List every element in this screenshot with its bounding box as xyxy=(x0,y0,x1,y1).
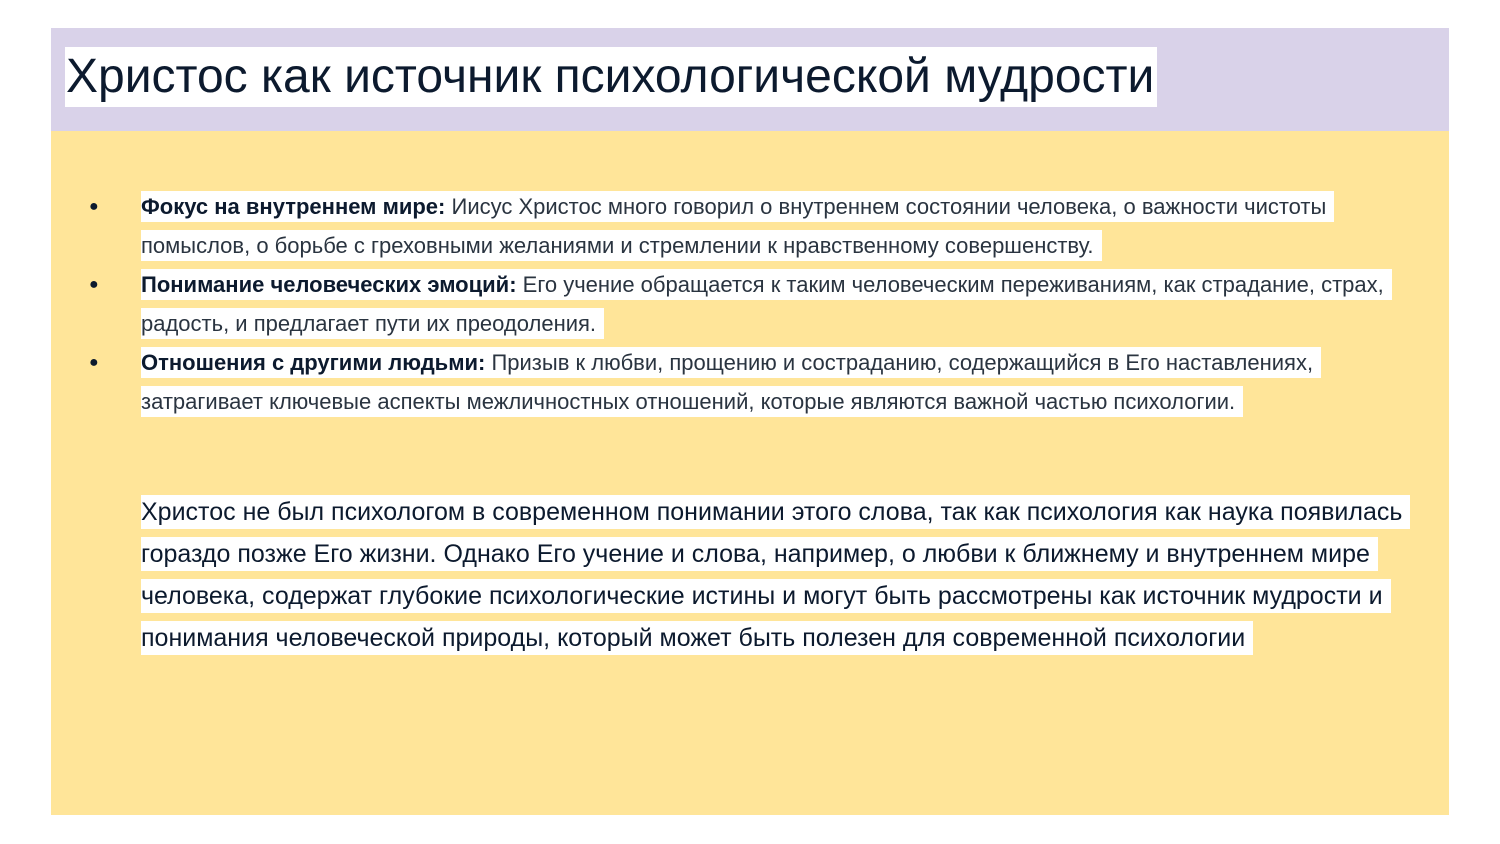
bullet-text: Иисус Христос много говорил о внутреннем состоянии человека, о важности чистоты помыслов, о борьбе с греховными желаниями и стремлении к нравственному совершенству. xyxy=(141,194,1327,258)
bullet-list xyxy=(89,187,1439,421)
bullet-heading: Фокус на внутреннем мире: xyxy=(141,194,446,219)
list-item xyxy=(89,343,1439,421)
list-item xyxy=(89,265,1439,343)
bullet-text: Призыв к любви, прощению и состраданию, содержащийся в Его наставлениях, затрагивает ключевые аспекты межличностных отношений, которые являются важной частью психологии. xyxy=(141,350,1314,414)
list-item xyxy=(89,187,1439,265)
bullet-icon: ● xyxy=(89,354,99,371)
bullet-icon: ● xyxy=(89,276,99,293)
closing-paragraph-text: Христос не был психологом в современном понимании этого слова, так как психология как наука появилась гораздо позже Его жизни. Однако Его учение и слова, например, о любви к ближнему и внутреннем мире человека, содержат глубокие психологические истины и могут быть рассмотрены как источник мудрости и понимания человеческой природы, который может быть полезен для современной психологии xyxy=(141,495,1410,655)
bullet-icon: ● xyxy=(89,198,99,215)
bullet-heading: Понимание человеческих эмоций: xyxy=(141,272,517,297)
closing-paragraph xyxy=(141,491,1439,659)
bullet-text: Его учение обращается к таким человеческим переживаниям, как страдание, страх, радость, и предлагает пути их преодоления. xyxy=(141,272,1384,336)
page-title: Христос как источник психологической мудрости xyxy=(65,47,1157,107)
bullet-heading: Отношения с другими людьми: xyxy=(141,350,486,375)
